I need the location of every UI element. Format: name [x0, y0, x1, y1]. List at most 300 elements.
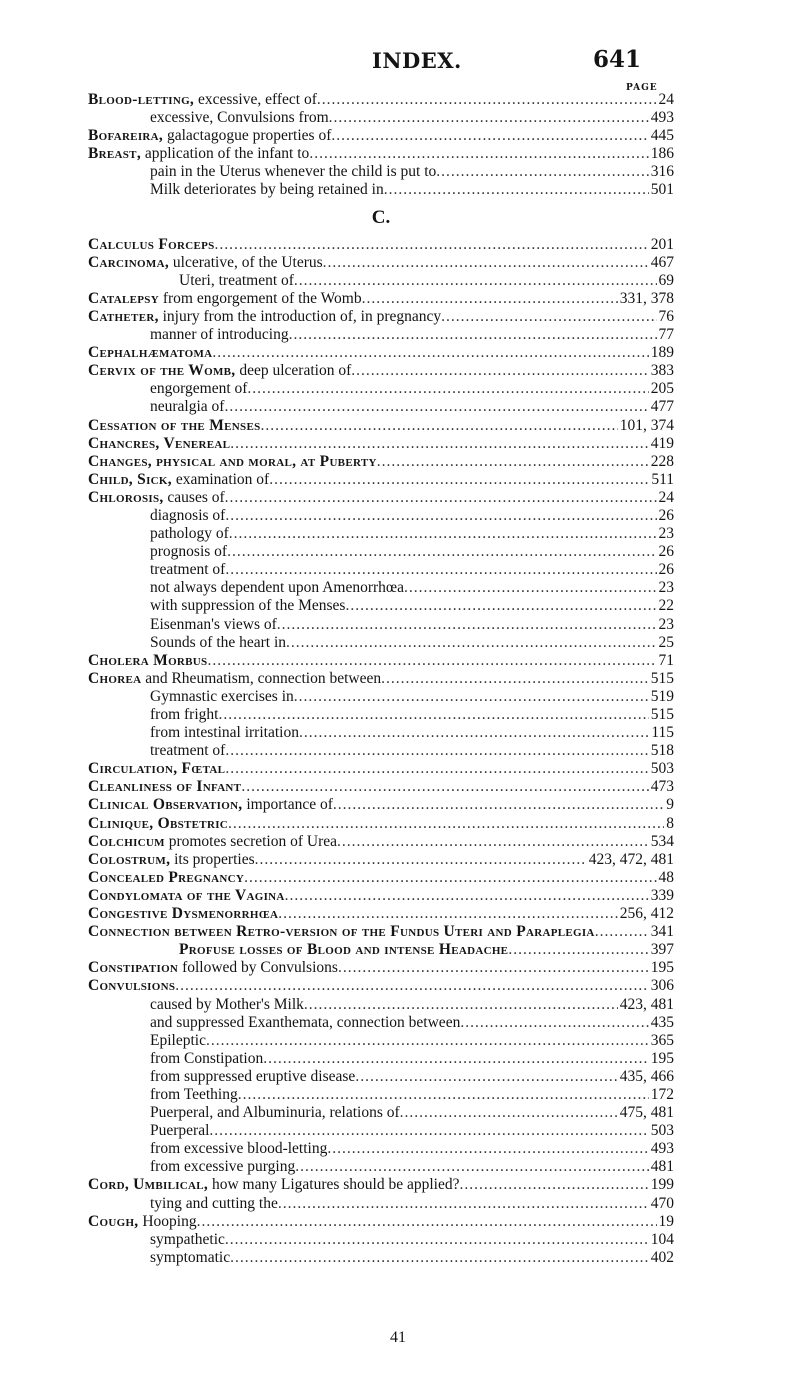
entry-subject: Uteri, treatment of	[179, 271, 294, 289]
entry-pages: 435	[650, 1013, 674, 1031]
entry-subject: not always dependent upon Amenorrhœa	[150, 579, 404, 597]
index-entry	[88, 815, 674, 833]
entry-headword: Congestive Dysmenorrhœa	[88, 905, 279, 923]
leader-dots	[197, 1213, 657, 1231]
entry-pages: 199	[650, 1176, 674, 1194]
entry-subject: followed by Convulsions	[178, 959, 338, 977]
entry-headword: Cough,	[88, 1212, 139, 1230]
entry-text	[150, 1195, 278, 1213]
entry-pages: 22	[658, 597, 674, 615]
entry-text	[88, 489, 225, 507]
leader-dots	[285, 887, 649, 905]
entry-subject: Gymnastic exercises in	[150, 687, 294, 705]
leader-dots	[238, 1086, 649, 1104]
page-number: 641	[593, 46, 642, 73]
entry-subject: diagnosis of	[150, 506, 226, 524]
entry-text	[88, 254, 323, 272]
entry-pages: 423, 472, 481	[588, 850, 674, 868]
leader-dots	[278, 1195, 649, 1213]
entry-text	[150, 326, 289, 344]
leader-dots	[294, 688, 649, 706]
entry-text	[88, 471, 269, 489]
entry-text	[150, 616, 277, 634]
index-entry	[88, 163, 674, 181]
entry-headword: Circulation, Fœtal	[88, 760, 226, 778]
index-entry	[88, 344, 674, 362]
entry-subject: pathology of	[150, 525, 229, 543]
leader-dots	[215, 236, 649, 254]
entry-pages: 503	[650, 1122, 674, 1140]
index-entries	[88, 91, 674, 1267]
entry-subject: engorgement of	[150, 380, 248, 398]
index-entry	[88, 959, 674, 977]
entry-pages: 519	[650, 687, 674, 705]
entry-text	[88, 453, 377, 471]
entry-headword: Concealed Pregnancy	[88, 868, 245, 886]
entry-pages: 423, 481	[619, 995, 674, 1013]
entry-text	[150, 1032, 206, 1050]
index-entry	[88, 796, 674, 814]
index-entry	[88, 1176, 674, 1194]
entry-pages: 19	[658, 1212, 674, 1230]
entry-pages: 24	[658, 91, 674, 108]
entry-headword: Carcinoma,	[88, 253, 170, 271]
entry-text	[150, 525, 229, 543]
leader-dots	[436, 163, 648, 181]
leader-dots	[207, 652, 656, 670]
entry-text	[88, 91, 317, 109]
entry-pages: 515	[650, 706, 674, 723]
index-entry	[88, 1195, 674, 1213]
entry-text	[150, 1086, 238, 1104]
leader-dots	[225, 507, 656, 525]
leader-dots	[230, 1249, 649, 1267]
index-entry	[88, 923, 674, 941]
index-entry	[88, 181, 674, 199]
entry-pages: 341	[650, 923, 674, 941]
entry-subject: excessive, effect of	[194, 91, 317, 108]
entry-pages: 104	[650, 1230, 674, 1248]
entry-pages: 481	[650, 1158, 674, 1176]
entry-subject: how many Ligatures should be applied?	[208, 1176, 460, 1194]
entry-headword: Chlorosis,	[88, 488, 164, 506]
index-entry	[88, 435, 674, 453]
entry-subject: injury from the introduction of, in pregnancy	[158, 307, 442, 325]
index-entry	[88, 778, 674, 796]
entry-pages: 25	[658, 633, 674, 651]
leader-dots	[294, 272, 657, 290]
entry-subject: from Teething	[150, 1085, 238, 1103]
entry-subject: manner of introducing	[150, 326, 289, 344]
index-entry	[88, 616, 674, 634]
entry-text	[88, 362, 351, 380]
leader-dots	[304, 996, 618, 1014]
section-letter: C.	[371, 206, 391, 228]
index-entry	[88, 326, 674, 344]
entry-pages: 402	[650, 1248, 674, 1266]
index-entry	[88, 597, 674, 615]
entry-text	[88, 308, 441, 326]
leader-dots	[323, 254, 649, 272]
entry-subject: from Constipation	[150, 1049, 264, 1067]
entry-pages: 475, 481	[619, 1104, 674, 1122]
leader-dots	[244, 869, 656, 887]
leader-dots	[345, 597, 656, 615]
leader-dots	[229, 525, 657, 543]
entry-pages: 172	[650, 1085, 674, 1103]
entry-pages: 518	[650, 742, 674, 760]
leader-dots	[225, 760, 648, 778]
entry-text	[150, 597, 345, 615]
entry-subject: from excessive blood-letting	[150, 1140, 328, 1158]
header-title: INDEX.	[372, 48, 462, 73]
index-entry	[88, 941, 674, 959]
leader-dots	[228, 815, 664, 833]
entry-pages: 201	[650, 235, 674, 253]
leader-dots	[224, 398, 648, 416]
entry-text	[88, 145, 309, 163]
entry-text	[150, 1140, 327, 1158]
index-entry	[88, 308, 674, 326]
entry-subject: its properties	[170, 850, 255, 868]
index-entry	[88, 91, 674, 109]
leader-dots	[261, 417, 618, 435]
entry-subject: examination of	[171, 470, 270, 488]
entry-pages: 503	[650, 760, 674, 778]
entry-pages: 26	[658, 561, 674, 579]
index-entry	[88, 579, 674, 597]
entry-text	[150, 1014, 460, 1032]
leader-dots	[278, 905, 618, 923]
entry-pages: 26	[658, 543, 674, 561]
entry-pages: 419	[650, 434, 674, 452]
entry-subject: and Rheumatism, connection between	[141, 669, 382, 687]
index-entry	[88, 833, 674, 851]
entry-subject: Puerperal	[150, 1122, 210, 1140]
entry-text	[88, 344, 212, 362]
entry-headword: Colchicum	[88, 832, 165, 850]
index-entry	[88, 688, 674, 706]
index-entry	[88, 254, 674, 272]
entry-pages: 501	[650, 181, 674, 199]
entry-text	[88, 869, 244, 887]
entry-text	[150, 507, 225, 525]
entry-pages: 467	[650, 253, 674, 271]
entry-text	[88, 127, 331, 145]
leader-dots	[309, 145, 648, 163]
entry-subject: with suppression of the Menses	[150, 597, 346, 615]
entry-text	[88, 977, 175, 995]
entry-pages: 195	[650, 959, 674, 977]
leader-dots	[230, 435, 649, 453]
index-entry	[88, 290, 674, 308]
index-entry	[88, 1231, 674, 1249]
entry-pages: 397	[650, 941, 674, 959]
index-entry	[88, 869, 674, 887]
entry-text	[88, 435, 230, 453]
entry-text	[150, 1122, 209, 1140]
entry-headword: Cholera Morbus	[88, 651, 208, 669]
entry-text	[150, 634, 286, 652]
entry-subject: caused by Mother's Milk	[150, 995, 304, 1013]
entry-text	[150, 561, 225, 579]
entry-pages: 473	[650, 778, 674, 796]
entry-pages: 534	[650, 832, 674, 850]
leader-dots	[400, 1104, 618, 1122]
index-entry	[88, 851, 674, 869]
entry-headword: Convulsions	[88, 977, 176, 995]
entry-pages: 331, 378	[619, 289, 674, 307]
entry-text	[150, 543, 227, 561]
entry-pages: 383	[650, 362, 674, 380]
entry-pages: 23	[658, 525, 674, 543]
entry-pages: 71	[658, 651, 674, 669]
index-entry	[88, 398, 674, 416]
index-entry	[88, 272, 674, 290]
leader-dots	[269, 471, 649, 489]
entry-headword: Clinique, Obstetric	[88, 814, 229, 832]
entry-headword: Calculus Forceps	[88, 235, 215, 253]
index-entry	[88, 760, 674, 778]
entry-pages: 24	[658, 488, 674, 506]
entry-pages: 195	[650, 1049, 674, 1067]
entry-pages: 23	[658, 615, 674, 633]
entry-text	[179, 272, 294, 290]
leader-dots	[595, 923, 649, 941]
leader-dots	[289, 326, 657, 344]
leader-dots	[263, 1050, 649, 1068]
entry-text	[88, 290, 362, 308]
index-entry	[88, 525, 674, 543]
leader-dots	[209, 1122, 648, 1140]
leader-dots	[225, 742, 648, 760]
entry-pages: 435, 466	[619, 1067, 674, 1085]
index-entry	[88, 670, 674, 688]
index-entry	[88, 996, 674, 1014]
entry-text	[88, 778, 241, 796]
entry-text	[150, 163, 436, 181]
entry-subject: Hooping	[138, 1212, 197, 1230]
leader-dots	[241, 778, 648, 796]
index-entry	[88, 1249, 674, 1267]
leader-dots	[255, 851, 587, 869]
index-entry	[88, 652, 674, 670]
entry-headword: Clinical Observation,	[88, 796, 243, 814]
entry-pages: 101, 374	[619, 416, 674, 434]
leader-dots	[295, 1158, 649, 1176]
entry-pages: 306	[650, 977, 674, 995]
entry-subject: causes of	[163, 488, 225, 506]
entry-pages: 115	[651, 724, 674, 742]
entry-text	[88, 959, 338, 977]
index-entry	[88, 489, 674, 507]
entry-pages: 189	[650, 344, 674, 362]
entry-text	[150, 1158, 295, 1176]
entry-headword: Connection between Retro-version of the Fundus Uteri and Paraplegia	[88, 923, 595, 941]
entry-subject: pain in the Uterus whenever the child is put to	[150, 163, 437, 181]
index-entry	[88, 453, 674, 471]
entry-headword: Child, Sick,	[88, 470, 172, 488]
entry-text	[88, 1176, 460, 1194]
leader-dots	[355, 1068, 617, 1086]
entry-text	[88, 236, 215, 254]
entry-text	[150, 181, 384, 199]
leader-dots	[333, 796, 664, 814]
entry-subject: symptomatic	[150, 1248, 231, 1266]
entry-headword: Cervix of the Womb,	[88, 362, 236, 380]
entry-pages: 69	[658, 271, 674, 289]
entry-subject: deep ulceration of	[235, 362, 352, 380]
entry-pages: 256, 412	[619, 905, 674, 923]
entry-text	[150, 1050, 263, 1068]
entry-pages: 9	[666, 796, 674, 814]
index-entry	[88, 905, 674, 923]
entry-subject: sympathetic	[150, 1230, 225, 1248]
running-header	[0, 46, 800, 76]
entry-pages: 8	[666, 814, 674, 832]
index-entry	[88, 1158, 674, 1176]
entry-pages: 470	[650, 1194, 674, 1212]
leader-dots	[218, 706, 648, 724]
index-entry	[88, 1050, 674, 1068]
entry-subject: from excessive purging	[150, 1158, 296, 1176]
entry-text	[88, 796, 333, 814]
index-entry	[88, 887, 674, 905]
entry-pages: 511	[651, 470, 674, 488]
leader-dots	[212, 344, 648, 362]
entry-headword: Blood-letting,	[88, 91, 195, 108]
index-entry	[88, 471, 674, 489]
entry-text	[88, 905, 278, 923]
index-entry	[88, 1086, 674, 1104]
index-entry	[88, 543, 674, 561]
index-entry	[88, 417, 674, 435]
entry-headword: Cephalhæmatoma	[88, 344, 213, 362]
entry-subject: excessive, Convulsions from	[150, 109, 329, 127]
leader-dots	[351, 362, 649, 380]
entry-headword: Cleanliness of Infant	[88, 778, 242, 796]
entry-text	[179, 941, 508, 959]
leader-dots	[286, 634, 656, 652]
leader-dots	[338, 959, 649, 977]
entry-text	[88, 887, 285, 905]
entry-text	[150, 1231, 225, 1249]
entry-subject: tying and cutting the	[150, 1194, 278, 1212]
leader-dots	[317, 91, 657, 109]
entry-subject: prognosis of	[150, 543, 228, 561]
index-entry	[88, 634, 674, 652]
index-entry	[88, 1104, 674, 1122]
leader-dots	[247, 380, 648, 398]
entry-text	[150, 1068, 355, 1086]
leader-dots	[225, 1231, 649, 1249]
entry-pages: 205	[650, 380, 674, 398]
entry-text	[150, 688, 294, 706]
entry-subject: treatment of	[150, 561, 226, 579]
index-entry	[88, 706, 674, 724]
leader-dots	[362, 290, 618, 308]
entry-headword: Cessation of the Menses	[88, 416, 261, 434]
entry-subject: from suppressed eruptive disease	[150, 1067, 356, 1085]
leader-dots	[460, 1014, 648, 1032]
leader-dots	[277, 616, 657, 634]
entry-subject: importance of	[242, 796, 333, 814]
entry-text	[88, 417, 261, 435]
entry-text	[88, 1213, 197, 1231]
entry-subject: ulcerative, of the Uterus	[169, 253, 323, 271]
entry-pages: 26	[658, 506, 674, 524]
entry-pages: 339	[650, 886, 674, 904]
entry-text	[88, 815, 228, 833]
leader-dots	[299, 724, 649, 742]
entry-pages: 228	[650, 452, 674, 470]
entry-subject: galactagogue properties of	[163, 127, 332, 145]
leader-dots	[404, 579, 657, 597]
entry-pages: 48	[658, 868, 674, 886]
entry-text	[88, 833, 337, 851]
entry-pages: 515	[650, 669, 674, 687]
entry-headword: Bofareira,	[88, 127, 164, 145]
index-entry	[88, 742, 674, 760]
entry-headword: Colostrum,	[88, 850, 171, 868]
entry-text	[150, 996, 304, 1014]
leader-dots	[441, 308, 656, 326]
entry-pages: 477	[650, 398, 674, 416]
entry-pages: 493	[650, 1140, 674, 1158]
index-entry	[88, 1032, 674, 1050]
entry-text	[88, 760, 225, 778]
index-entry	[88, 1068, 674, 1086]
entry-subject: and suppressed Exanthemata, connection between	[150, 1013, 461, 1031]
entry-text	[88, 652, 207, 670]
entry-subject: from intestinal irritation	[150, 724, 299, 742]
index-entry	[88, 507, 674, 525]
entry-headword: Catalepsy	[88, 289, 159, 307]
entry-text	[150, 579, 404, 597]
entry-text	[88, 923, 595, 941]
leader-dots	[206, 1032, 649, 1050]
entry-pages: 493	[650, 109, 674, 127]
entry-subject: treatment of	[150, 742, 226, 760]
entry-headword: Condylomata of the Vagina	[88, 886, 285, 904]
leader-dots	[331, 127, 648, 145]
leader-dots	[225, 489, 657, 507]
signature-mark: 41	[390, 1329, 406, 1346]
entry-pages: 77	[658, 326, 674, 344]
leader-dots	[381, 670, 649, 688]
entry-pages: 445	[650, 127, 674, 145]
entry-text	[88, 670, 381, 688]
entry-pages: 23	[658, 579, 674, 597]
entry-text	[150, 706, 218, 724]
leader-dots	[175, 977, 649, 995]
entry-subject: neuralgia of	[150, 398, 225, 416]
entry-pages: 316	[650, 163, 674, 181]
entry-text	[88, 851, 255, 869]
index-entry	[88, 362, 674, 380]
entry-text	[150, 398, 224, 416]
leader-dots	[327, 1140, 648, 1158]
entry-subject: Milk deteriorates by being retained in	[150, 181, 384, 199]
entry-subject: promotes secretion of Urea	[164, 832, 338, 850]
entry-text	[150, 724, 299, 742]
index-entry	[88, 977, 674, 995]
leader-dots	[508, 941, 648, 959]
entry-headword: Catheter,	[88, 307, 159, 325]
entry-pages: 365	[650, 1031, 674, 1049]
index-entry	[88, 380, 674, 398]
index-entry	[88, 109, 674, 127]
